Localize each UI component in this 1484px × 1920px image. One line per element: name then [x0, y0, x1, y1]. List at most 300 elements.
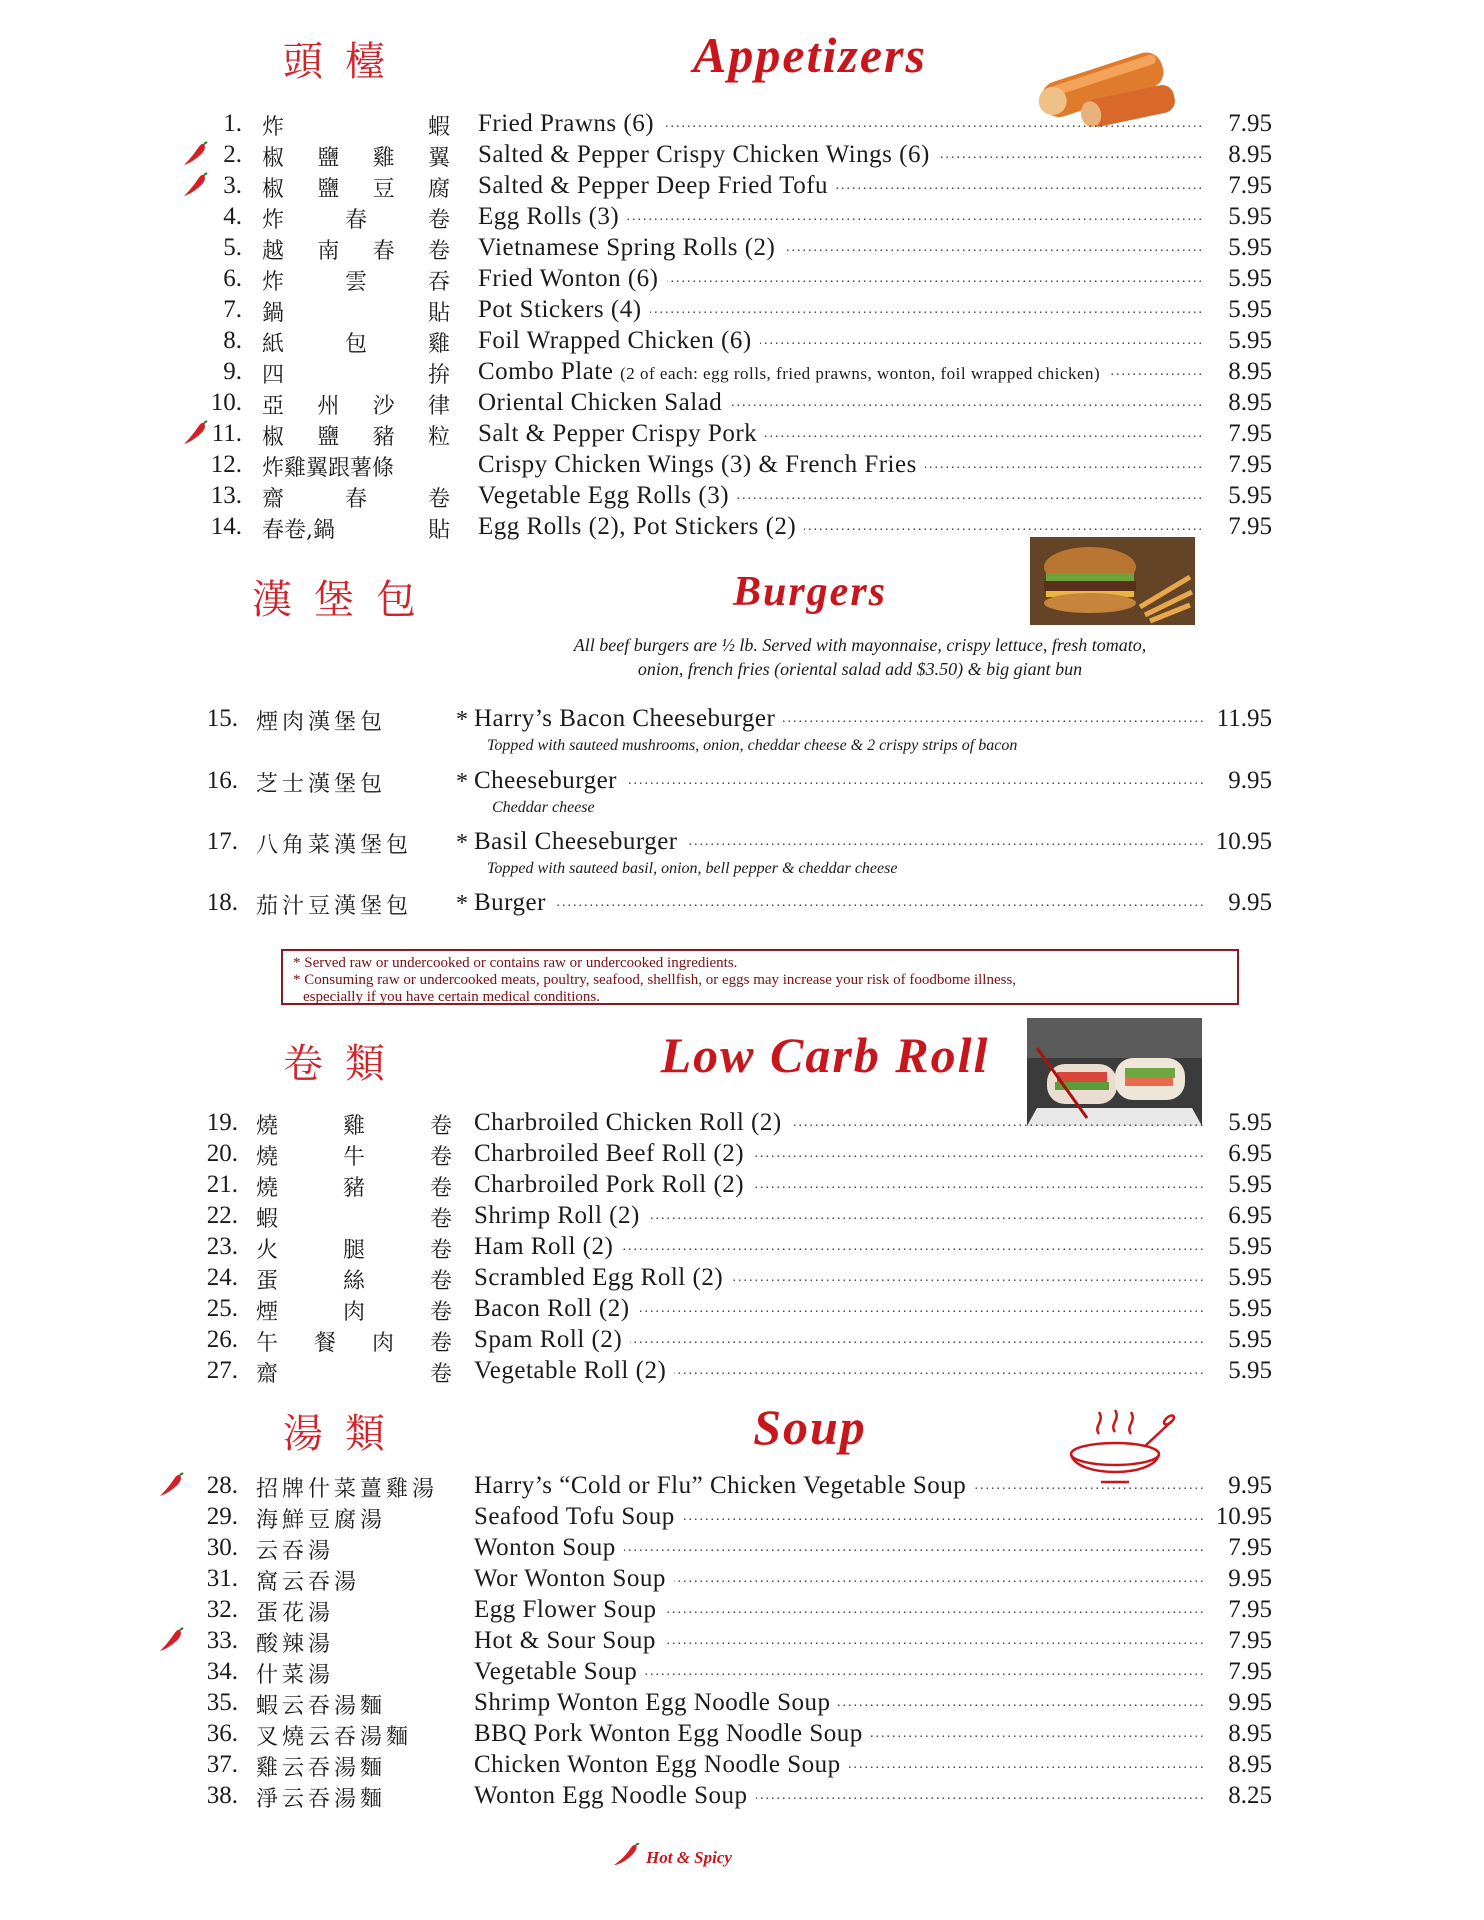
- zh-char: 招牌什菜薑雞湯: [256, 1477, 439, 1502]
- item-name-zh: [256, 705, 456, 736]
- zh-char: 煙: [256, 1300, 279, 1325]
- item-number: 21.: [206, 1171, 238, 1198]
- item-number: 17.: [206, 828, 238, 855]
- item-price: 7.95: [1210, 110, 1272, 138]
- item-name-zh: [256, 1751, 452, 1782]
- zh-char: 拚: [427, 363, 450, 388]
- menu-item-row: [0, 767, 1484, 797]
- raw-ingredient-marker: *: [456, 769, 468, 795]
- item-name-zh: [256, 1264, 452, 1295]
- item-price: 5.95: [1210, 296, 1272, 324]
- item-name: [478, 110, 1205, 138]
- menu-item-row: [0, 296, 1484, 326]
- chili-pepper-icon: [158, 1627, 184, 1655]
- item-name-zh: [262, 234, 450, 265]
- item-price: 5.95: [1210, 203, 1272, 231]
- item-name: [478, 172, 1205, 200]
- zh-char: 齋: [262, 487, 285, 512]
- menu-item-row: [0, 1503, 1484, 1533]
- item-price: 9.95: [1210, 1689, 1272, 1717]
- soup-title: Soup: [753, 1399, 867, 1455]
- item-name-zh: [262, 389, 450, 420]
- menu-item-row: [0, 1534, 1484, 1564]
- item-name-zh: [256, 1109, 452, 1140]
- item-number: 27.: [206, 1357, 238, 1384]
- item-price: 5.95: [1210, 1233, 1272, 1261]
- item-number: 10.: [210, 389, 242, 416]
- zh-char: 燒: [256, 1145, 279, 1170]
- zh-char: 蛋花湯: [256, 1601, 335, 1626]
- item-price: 7.95: [1210, 1627, 1272, 1655]
- zh-char: 卷: [427, 239, 450, 264]
- zh-char: 椒: [262, 146, 285, 171]
- raw-ingredient-marker: *: [456, 891, 468, 917]
- zh-char: 豆: [372, 177, 395, 202]
- zh-char: 蝦: [427, 115, 450, 140]
- item-name: [478, 203, 1205, 231]
- item-name-zh: [256, 1503, 452, 1534]
- item-name-zh: [262, 172, 450, 203]
- item-price: 7.95: [1210, 451, 1272, 479]
- burgers-title-zh: 漢堡包: [252, 577, 438, 623]
- burgers-intro: [480, 633, 1240, 681]
- item-number: 11.: [211, 420, 242, 447]
- item-name-text: Crispy Chicken Wings (3) & French Fries: [478, 451, 925, 478]
- zh-char: 卷: [429, 1114, 452, 1139]
- item-number: 9.: [223, 358, 242, 385]
- item-number: 1.: [223, 110, 242, 137]
- zh-char: 八角菜漢堡包: [256, 833, 413, 858]
- rolls-title-zh: 卷類: [283, 1041, 407, 1087]
- zh-char: 肉: [371, 1331, 394, 1356]
- zh-char: 雞: [372, 146, 395, 171]
- item-name-zh: [256, 1689, 452, 1720]
- zh-char: 卷: [429, 1238, 452, 1263]
- item-name: [478, 358, 1205, 386]
- item-number: 32.: [206, 1596, 238, 1623]
- zh-char: 齋: [256, 1362, 279, 1387]
- item-name-text: Burger: [474, 889, 554, 916]
- menu-item-row: [0, 889, 1484, 919]
- menu-item-row: [0, 705, 1484, 735]
- item-number: 23.: [206, 1233, 238, 1260]
- menu-item-row: [0, 1782, 1484, 1812]
- item-name-text: Egg Rolls (2), Pot Stickers (2): [478, 513, 804, 540]
- item-name-zh: [256, 1627, 452, 1658]
- zh-char: 越: [262, 239, 285, 264]
- item-name-text: Basil Cheeseburger: [474, 828, 686, 855]
- item-price: 5.95: [1210, 327, 1272, 355]
- zh-char: 粒: [427, 425, 450, 450]
- zh-char: 紙: [262, 332, 285, 357]
- zh-char: 亞: [262, 394, 285, 419]
- zh-char: 律: [427, 394, 450, 419]
- zh-char: 沙: [372, 394, 395, 419]
- zh-char: 卷: [429, 1300, 452, 1325]
- zh-char: 豬: [342, 1176, 365, 1201]
- item-name: [474, 705, 1205, 733]
- item-name-text: Harry’s Bacon Cheeseburger: [474, 705, 783, 732]
- menu-item-row: [0, 1264, 1484, 1294]
- item-name-zh: [256, 1720, 452, 1751]
- item-name-text: Harry’s “Cold or Flu” Chicken Vegetable Soup: [474, 1472, 974, 1499]
- item-price: 5.95: [1210, 482, 1272, 510]
- item-price: 5.95: [1210, 1264, 1272, 1292]
- menu-item-row: [0, 389, 1484, 419]
- zh-char: 窩云吞湯: [256, 1570, 361, 1595]
- zh-char: 雞云吞湯麵: [256, 1756, 387, 1781]
- item-name-text: Egg Rolls (3): [478, 203, 627, 230]
- item-name-text: Salted & Pepper Deep Fried Tofu: [478, 172, 836, 199]
- zh-char: 炸: [262, 115, 285, 140]
- item-number: 29.: [206, 1503, 238, 1530]
- zh-char: 卷: [429, 1176, 452, 1201]
- zh-char: 炸: [262, 270, 285, 295]
- item-price: 7.95: [1210, 172, 1272, 200]
- item-price: 7.95: [1210, 1596, 1272, 1624]
- item-price: 5.95: [1210, 1171, 1272, 1199]
- item-description: Topped with sauteed basil, onion, bell pepper & cheddar cheese: [487, 860, 898, 877]
- zh-char: 煙肉漢堡包: [256, 710, 387, 735]
- item-name: [474, 1326, 1205, 1354]
- menu-item-row: [0, 234, 1484, 264]
- item-note: (2 of each: egg rolls, fried prawns, wonton, foil wrapped chicken): [620, 364, 1101, 383]
- zh-char: 翼: [427, 146, 450, 171]
- menu-item-row: [0, 1295, 1484, 1325]
- zh-char: 鍋: [262, 301, 285, 326]
- item-name: [474, 1357, 1205, 1385]
- item-price: 7.95: [1210, 420, 1272, 448]
- item-name-zh: [262, 327, 450, 358]
- item-name-text: Charbroiled Pork Roll (2): [474, 1171, 752, 1198]
- item-name-zh: [256, 1534, 452, 1565]
- item-price: 5.95: [1210, 1357, 1272, 1385]
- burgers-intro-line1: All beef burgers are ½ lb. Served with mayonnaise, crispy lettuce, fresh tomato,: [573, 635, 1147, 655]
- zh-char: 卷: [429, 1269, 452, 1294]
- menu-item-row: [0, 203, 1484, 233]
- item-name-zh: [256, 1326, 452, 1357]
- item-price: 8.95: [1210, 1720, 1272, 1748]
- item-number: 12.: [210, 451, 242, 478]
- menu-item-row: [0, 451, 1484, 481]
- item-name-text: BBQ Pork Wonton Egg Noodle Soup: [474, 1720, 871, 1747]
- item-price: 9.95: [1210, 1565, 1272, 1593]
- item-name-text: Pot Stickers (4): [478, 296, 650, 323]
- notice-line3: especially if you have certain medical conditions.: [303, 989, 600, 1005]
- item-name: [474, 1565, 1205, 1593]
- zh-char: 雞: [427, 332, 450, 357]
- item-price: 9.95: [1210, 889, 1272, 917]
- menu-item-row: [0, 265, 1484, 295]
- item-name-zh: [262, 513, 450, 544]
- item-number: 6.: [223, 265, 242, 292]
- item-name: [474, 1782, 1205, 1810]
- item-name: [474, 1140, 1205, 1168]
- item-name-text: Bacon Roll (2): [474, 1295, 638, 1322]
- zh-char: 南: [317, 239, 340, 264]
- item-price: 9.95: [1210, 767, 1272, 795]
- menu-item-row: [0, 1357, 1484, 1387]
- zh-char: 卷: [429, 1331, 452, 1356]
- item-name: [474, 1658, 1205, 1686]
- item-name-text: Salted & Pepper Crispy Chicken Wings (6): [478, 141, 938, 168]
- item-name: [474, 1627, 1205, 1655]
- zh-char: 卷: [427, 487, 450, 512]
- item-number: 5.: [223, 234, 242, 261]
- item-name-zh: [256, 767, 456, 798]
- item-name-zh: [262, 451, 450, 482]
- item-name: [478, 482, 1205, 510]
- item-name: [478, 265, 1205, 293]
- item-price: 10.95: [1210, 828, 1272, 856]
- item-name: [478, 513, 1205, 541]
- item-name: [474, 1109, 1205, 1137]
- item-price: 8.95: [1210, 1751, 1272, 1779]
- item-number: 28.: [206, 1472, 238, 1499]
- item-price: 7.95: [1210, 1658, 1272, 1686]
- notice-line1: * Served raw or undercooked or contains raw or undercooked ingredients.: [293, 955, 738, 971]
- item-name-text: Wonton Soup: [474, 1534, 624, 1561]
- item-name-text: Charbroiled Chicken Roll (2): [474, 1109, 790, 1136]
- item-name-zh: [262, 141, 450, 172]
- item-name-zh: [256, 1658, 452, 1689]
- item-name: [474, 1233, 1205, 1261]
- zh-char: 肉: [342, 1300, 365, 1325]
- item-name-zh: [262, 296, 450, 327]
- item-name-zh: [262, 482, 450, 513]
- zh-char: 海鮮豆腐湯: [256, 1508, 387, 1533]
- menu-item-row: [0, 1171, 1484, 1201]
- zh-char: 鹽: [317, 177, 340, 202]
- item-name-text: Charbroiled Beef Roll (2): [474, 1140, 752, 1167]
- item-price: 7.95: [1210, 1534, 1272, 1562]
- zh-char: 春: [344, 208, 367, 233]
- item-number: 30.: [206, 1534, 238, 1561]
- item-name-zh: [262, 420, 450, 451]
- item-name-text: Wonton Egg Noodle Soup: [474, 1782, 756, 1809]
- item-number: 8.: [223, 327, 242, 354]
- item-name-text: Shrimp Wonton Egg Noodle Soup: [474, 1689, 838, 1716]
- item-number: 38.: [206, 1782, 238, 1809]
- item-name: [478, 327, 1205, 355]
- item-name: [474, 1171, 1205, 1199]
- item-name-zh: [256, 1171, 452, 1202]
- zh-char: 卷: [427, 208, 450, 233]
- item-price: 5.95: [1210, 234, 1272, 262]
- item-price: 9.95: [1210, 1472, 1272, 1500]
- item-name-text: Vegetable Roll (2): [474, 1357, 674, 1384]
- item-number: 13.: [210, 482, 242, 509]
- item-price: 6.95: [1210, 1202, 1272, 1230]
- zh-char: 春卷,鍋: [262, 518, 335, 543]
- item-name: [474, 767, 1205, 795]
- item-number: 18.: [206, 889, 238, 916]
- zh-char: 絲: [342, 1269, 365, 1294]
- menu-item-row: [0, 327, 1484, 357]
- zh-char: 貼: [427, 518, 450, 543]
- item-price: 11.95: [1210, 705, 1272, 733]
- menu-item-row: [0, 172, 1484, 202]
- zh-char: 餐: [313, 1331, 336, 1356]
- zh-char: 蝦云吞湯麵: [256, 1694, 387, 1719]
- item-price: 5.95: [1210, 1109, 1272, 1137]
- zh-char: 雞: [342, 1114, 365, 1139]
- item-name-zh: [262, 358, 450, 389]
- zh-char: 卷: [429, 1207, 452, 1232]
- item-price: 10.95: [1210, 1503, 1272, 1531]
- item-name-zh: [262, 110, 450, 141]
- zh-char: 什菜湯: [256, 1663, 335, 1688]
- zh-char: 叉燒云吞湯麵: [256, 1725, 413, 1750]
- zh-char: 吞: [427, 270, 450, 295]
- item-description: Cheddar cheese: [492, 799, 595, 816]
- menu-item-row: [0, 828, 1484, 858]
- zh-char: 火: [256, 1238, 279, 1263]
- item-name-text: Oriental Chicken Salad: [478, 389, 730, 416]
- item-name-zh: [262, 265, 450, 296]
- item-name-text: Salt & Pepper Crispy Pork: [478, 420, 765, 447]
- menu-item-row: [0, 420, 1484, 450]
- item-name-text: Wor Wonton Soup: [474, 1565, 674, 1592]
- item-number: 20.: [206, 1140, 238, 1167]
- chili-pepper-icon: [612, 1843, 640, 1872]
- notice-line2: * Consuming raw or undercooked meats, poultry, seafood, shellfish, or eggs may increase your risk of foodbome illness,: [293, 972, 1017, 988]
- menu-item-row: [0, 1658, 1484, 1688]
- item-name: [478, 389, 1205, 417]
- item-name-zh: [256, 889, 456, 920]
- menu-item-row: [0, 358, 1484, 388]
- menu-item-row: [0, 1565, 1484, 1595]
- zh-char: 包: [344, 332, 367, 357]
- item-name-zh: [256, 1202, 452, 1233]
- item-name-text: Foil Wrapped Chicken (6): [478, 327, 760, 354]
- zh-char: 燒: [256, 1114, 279, 1139]
- item-price: 5.95: [1210, 265, 1272, 293]
- zh-char: 四: [262, 363, 285, 388]
- zh-char: 春: [344, 487, 367, 512]
- item-name: [474, 828, 1205, 856]
- menu-item-row: [0, 1627, 1484, 1657]
- item-name: [474, 1202, 1205, 1230]
- item-name: [474, 1720, 1205, 1748]
- legend: [612, 1843, 732, 1872]
- item-name-text: Spam Roll (2): [474, 1326, 630, 1353]
- zh-char: 卷: [429, 1362, 452, 1387]
- zh-char: 腐: [427, 177, 450, 202]
- zh-char: 云吞湯: [256, 1539, 335, 1564]
- zh-char: 腿: [342, 1238, 365, 1263]
- item-number: 16.: [206, 767, 238, 794]
- item-price: 5.95: [1210, 1295, 1272, 1323]
- zh-char: 酸辣湯: [256, 1632, 335, 1657]
- zh-char: 鹽: [317, 146, 340, 171]
- zh-char: 豬: [372, 425, 395, 450]
- chili-pepper-icon: [158, 1472, 184, 1500]
- zh-char: 椒: [262, 177, 285, 202]
- item-name-zh: [256, 1472, 452, 1503]
- menu-item-row: [0, 1751, 1484, 1781]
- item-name-zh: [256, 1233, 452, 1264]
- item-number: 36.: [206, 1720, 238, 1747]
- zh-char: 芝士漢堡包: [256, 772, 387, 797]
- item-name: [474, 1596, 1205, 1624]
- item-description: Topped with sauteed mushrooms, onion, cheddar cheese & 2 crispy strips of bacon: [487, 737, 1018, 754]
- item-name: [474, 1689, 1205, 1717]
- item-name: [478, 234, 1205, 262]
- menu-item-row: [0, 1720, 1484, 1750]
- item-number: 2.: [223, 141, 242, 168]
- zh-char: 州: [317, 394, 340, 419]
- item-name-text: Hot & Sour Soup: [474, 1627, 664, 1654]
- item-name: [474, 1264, 1205, 1292]
- item-price: 8.25: [1210, 1782, 1272, 1810]
- item-number: 7.: [223, 296, 242, 323]
- appetizers-title-zh: 頭檯: [283, 39, 407, 85]
- menu-item-row: [0, 110, 1484, 140]
- item-number: 14.: [210, 513, 242, 540]
- item-number: 26.: [206, 1326, 238, 1353]
- item-name-zh: [256, 1565, 452, 1596]
- menu-item-row: [0, 1233, 1484, 1263]
- item-name-text: Cheeseburger: [474, 767, 625, 794]
- item-price: 8.95: [1210, 141, 1272, 169]
- food-safety-notice: [281, 949, 1239, 1005]
- zh-char: 椒: [262, 425, 285, 450]
- item-price: 6.95: [1210, 1140, 1272, 1168]
- item-price: 8.95: [1210, 389, 1272, 417]
- zh-char: 貼: [427, 301, 450, 326]
- soup-title-zh: 湯類: [283, 1411, 407, 1457]
- item-name: [474, 1472, 1205, 1500]
- menu-item-row: [0, 141, 1484, 171]
- raw-ingredient-marker: *: [456, 830, 468, 856]
- zh-char: 蝦: [256, 1207, 279, 1232]
- burgers-title: Burgers: [732, 569, 888, 615]
- burger-photo: [1030, 537, 1195, 625]
- item-name: [474, 889, 1205, 917]
- item-number: 37.: [206, 1751, 238, 1778]
- zh-char: 茄汁豆漢堡包: [256, 894, 413, 919]
- item-name-zh: [256, 1295, 452, 1326]
- item-number: 19.: [206, 1109, 238, 1136]
- item-price: 5.95: [1210, 1326, 1272, 1354]
- item-name-zh: [256, 828, 456, 859]
- zh-char: 燒: [256, 1176, 279, 1201]
- item-name: [474, 1751, 1205, 1779]
- zh-char: 卷: [429, 1145, 452, 1170]
- item-name-zh: [256, 1140, 452, 1171]
- item-name-text: Vietnamese Spring Rolls (2): [478, 234, 783, 261]
- menu-item-row: [0, 482, 1484, 512]
- zh-char: 鹽: [317, 425, 340, 450]
- item-name: [478, 296, 1205, 324]
- item-number: 24.: [206, 1264, 238, 1291]
- menu-item-row: [0, 1689, 1484, 1719]
- menu-item-row: [0, 1596, 1484, 1626]
- item-name-text: Shrimp Roll (2): [474, 1202, 648, 1229]
- raw-ingredient-marker: *: [456, 707, 468, 733]
- legend-label: Hot & Spicy: [646, 1847, 732, 1867]
- appetizers-title: Appetizers: [693, 27, 927, 83]
- item-name: [478, 420, 1205, 448]
- zh-char: 雲: [344, 270, 367, 295]
- item-name-zh: [262, 203, 450, 234]
- item-name: [474, 1534, 1205, 1562]
- item-name-zh: [256, 1596, 452, 1627]
- item-number: 4.: [223, 203, 242, 230]
- item-name-text: Vegetable Egg Rolls (3): [478, 482, 737, 509]
- item-name-text: Egg Flower Soup: [474, 1596, 665, 1623]
